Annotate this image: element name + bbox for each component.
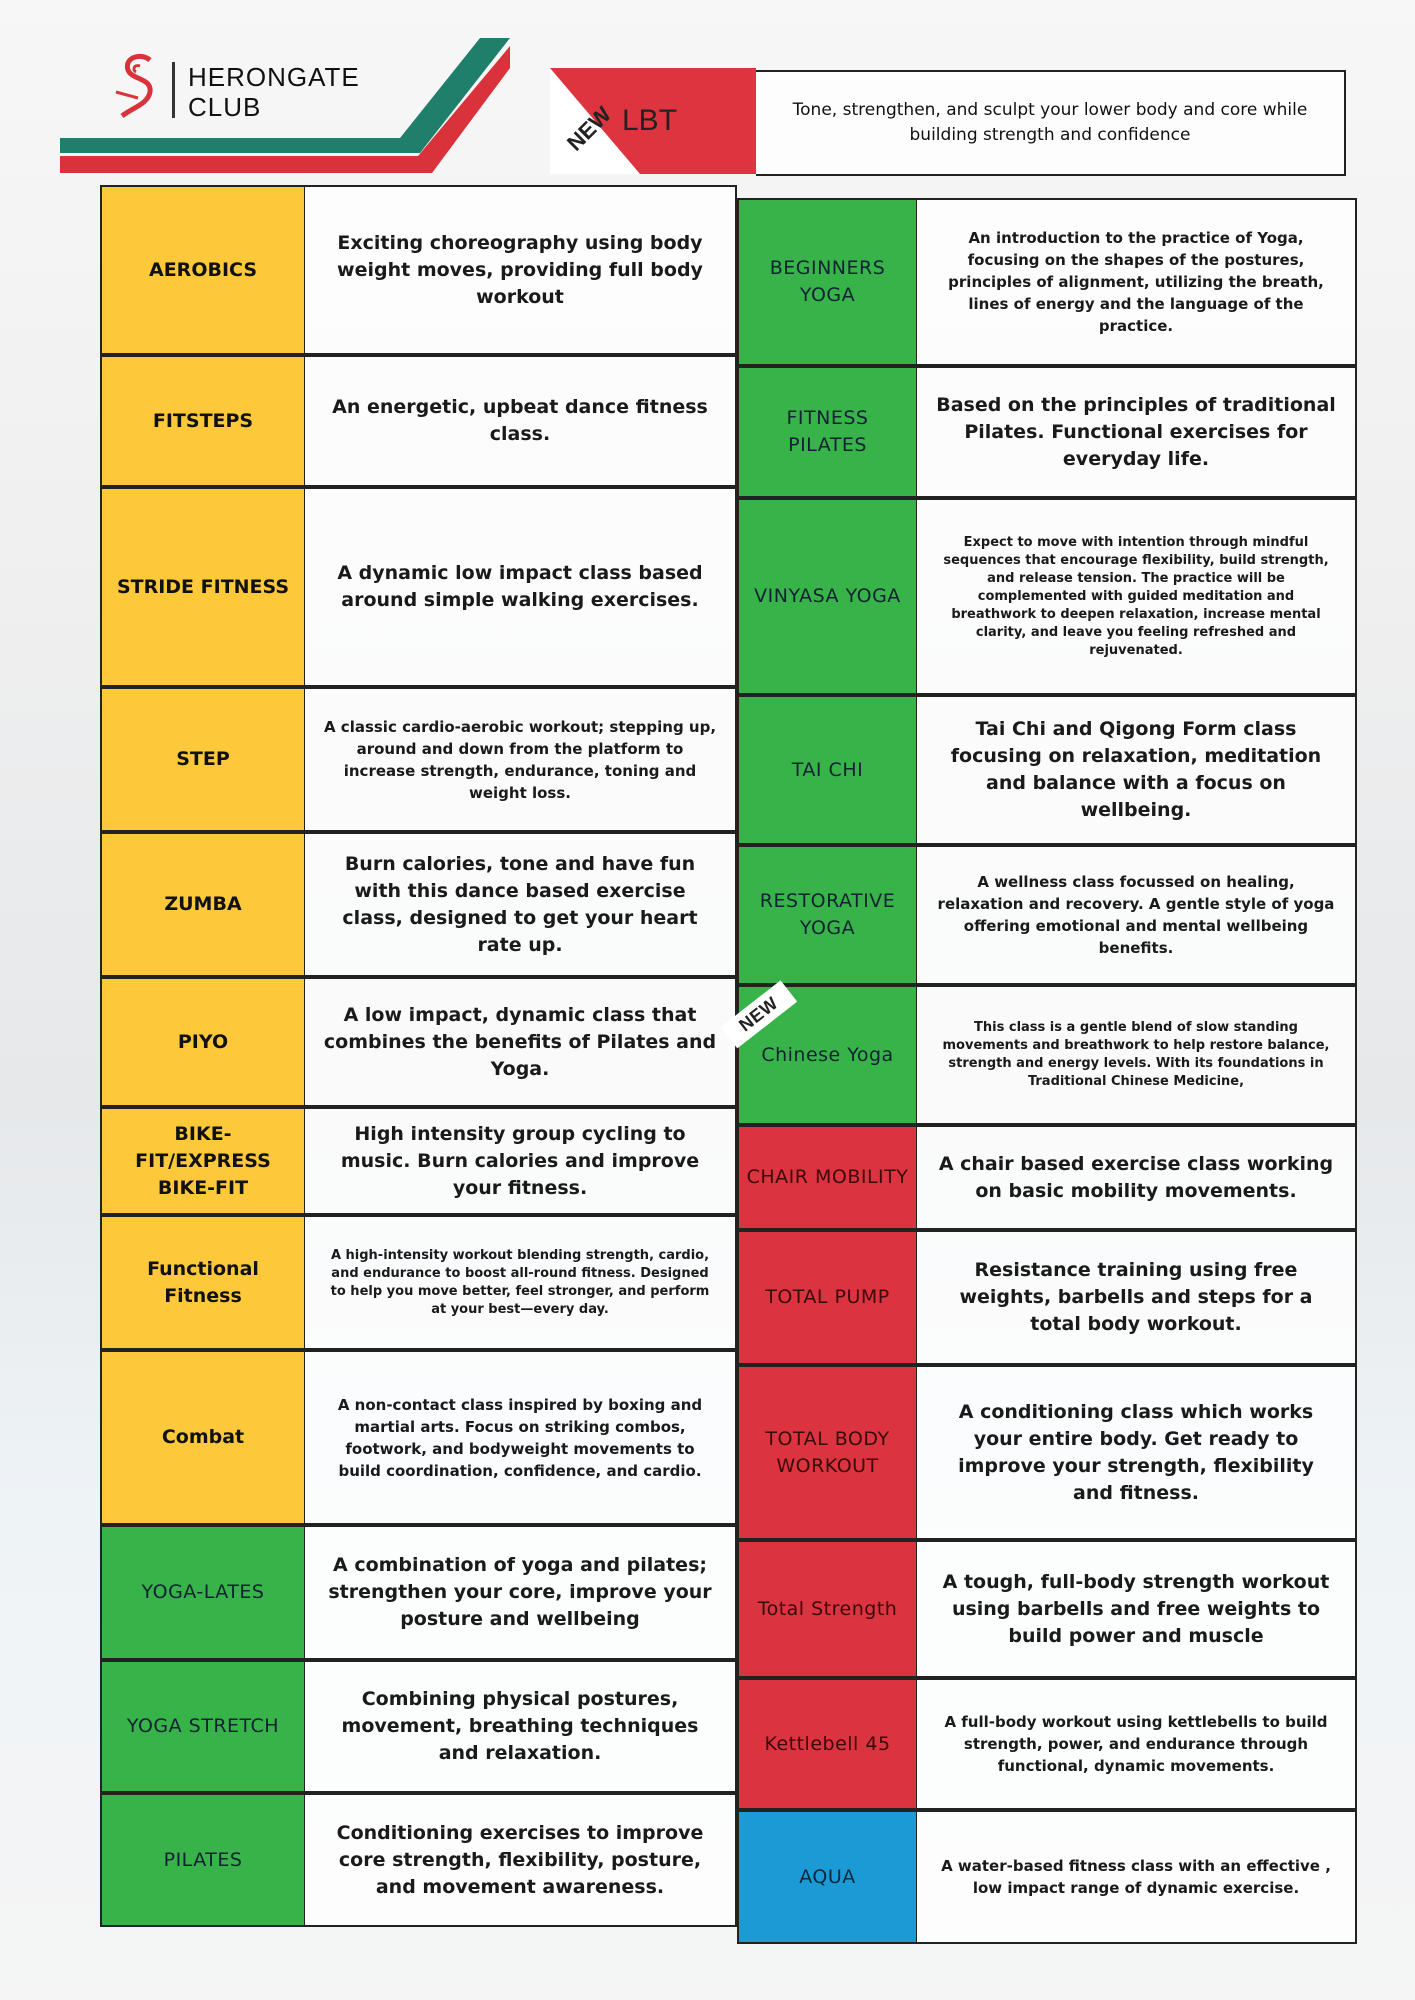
class-description: High intensity group cycling to music. Burn calories and improve your fitness.: [305, 1107, 737, 1215]
class-name: FITNESS PILATES: [737, 366, 917, 498]
class-name: Chinese Yoga NEW: [737, 985, 917, 1125]
class-name: AQUA: [737, 1810, 917, 1944]
class-row: [737, 1810, 1357, 1944]
class-row: [100, 1793, 737, 1927]
class-description: Expect to move with intention through mindful sequences that encourage flexibility, build strength, and release tension. The practice will be complemented with guided meditation and breathwork to deepen relaxation, increase mental clarity, and leave you feeling refreshed and rejuvenated.: [917, 498, 1357, 695]
class-row: [737, 498, 1357, 695]
class-row: [737, 985, 1357, 1125]
class-name: FITSTEPS: [100, 355, 305, 487]
class-description: A tough, full-body strength workout using barbells and free weights to build power and muscle: [917, 1540, 1357, 1678]
class-description: An energetic, upbeat dance fitness class.: [305, 355, 737, 487]
class-description: A high-intensity workout blending strength, cardio, and endurance to boost all-round fitness. Designed to help you move better, feel stronger, and perform at your best—every day.: [305, 1215, 737, 1350]
class-name: ZUMBA: [100, 832, 305, 977]
class-description: Tai Chi and Qigong Form class focusing on relaxation, meditation and balance with a focus on wellbeing.: [917, 695, 1357, 845]
class-description: Exciting choreography using body weight moves, providing full body workout: [305, 185, 737, 355]
class-row: [100, 1107, 737, 1215]
class-name: TOTAL PUMP: [737, 1230, 917, 1365]
lbt-description: Tone, strengthen, and sculpt your lower body and core while building strength and confidence: [756, 70, 1346, 176]
class-row: [100, 1660, 737, 1793]
class-name: CHAIR MOBILITY: [737, 1125, 917, 1230]
class-description: A combination of yoga and pilates; strengthen your core, improve your posture and wellbeing: [305, 1525, 737, 1660]
club-name-line1: HERONGATE: [188, 62, 360, 92]
class-row: [100, 487, 737, 687]
class-row: [737, 198, 1357, 366]
class-description: A low impact, dynamic class that combines the benefits of Pilates and Yoga.: [305, 977, 737, 1107]
class-description: Resistance training using free weights, barbells and steps for a total body workout.: [917, 1230, 1357, 1365]
class-description: Conditioning exercises to improve core strength, flexibility, posture, and movement awareness.: [305, 1793, 737, 1927]
class-row: [737, 1540, 1357, 1678]
class-name: STRIDE FITNESS: [100, 487, 305, 687]
class-description: A wellness class focussed on healing, relaxation and recovery. A gentle style of yoga offering emotional and mental wellbeing benefits.: [917, 845, 1357, 985]
class-description: A water-based fitness class with an effective , low impact range of dynamic exercise.: [917, 1810, 1357, 1944]
class-description: A classic cardio-aerobic workout; stepping up, around and down from the platform to increase strength, endurance, toning and weight loss.: [305, 687, 737, 832]
class-row: [737, 1678, 1357, 1810]
class-name: VINYASA YOGA: [737, 498, 917, 695]
class-row: [100, 1525, 737, 1660]
class-name: Total Strength: [737, 1540, 917, 1678]
class-row: [737, 1365, 1357, 1540]
class-row: [737, 1230, 1357, 1365]
class-row: [737, 1125, 1357, 1230]
class-name: YOGA-LATES: [100, 1525, 305, 1660]
class-row: [100, 977, 737, 1107]
new-badge: NEW: [721, 981, 797, 1049]
lbt-panel: [550, 68, 756, 174]
class-description: Combining physical postures, movement, breathing techniques and relaxation.: [305, 1660, 737, 1793]
class-description: A non-contact class inspired by boxing and martial arts. Focus on striking combos, footwork, and bodyweight movements to build coordination, confidence, and cardio.: [305, 1350, 737, 1525]
class-row: [737, 366, 1357, 498]
class-name: TOTAL BODY WORKOUT: [737, 1365, 917, 1540]
class-name: PIYO: [100, 977, 305, 1107]
class-name: Combat: [100, 1350, 305, 1525]
new-badge: NEW: [562, 101, 616, 156]
class-name: RESTORATIVE YOGA: [737, 845, 917, 985]
lbt-title: LBT: [622, 104, 678, 137]
class-description: An introduction to the practice of Yoga, focusing on the shapes of the postures, principles of alignment, utilizing the breath, lines of energy and the language of the practice.: [917, 198, 1357, 366]
club-name-line2: CLUB: [188, 92, 262, 122]
heron-logo-icon: [110, 52, 170, 122]
class-name: TAI CHI: [737, 695, 917, 845]
class-description: A chair based exercise class working on basic mobility movements.: [917, 1125, 1357, 1230]
class-name: AEROBICS: [100, 185, 305, 355]
logo-divider: [172, 62, 175, 118]
class-row: [100, 687, 737, 832]
class-description: A conditioning class which works your entire body. Get ready to improve your strength, flexibility and fitness.: [917, 1365, 1357, 1540]
class-name: Functional Fitness: [100, 1215, 305, 1350]
class-description: Burn calories, tone and have fun with this dance based exercise class, designed to get your heart rate up.: [305, 832, 737, 977]
club-name: [188, 62, 360, 122]
class-description: This class is a gentle blend of slow standing movements and breathwork to help restore balance, strength and energy levels. With its foundations in Traditional Chinese Medicine,: [917, 985, 1357, 1125]
class-row: [100, 355, 737, 487]
class-name: YOGA STRETCH: [100, 1660, 305, 1793]
class-row: [737, 695, 1357, 845]
class-row: [100, 1350, 737, 1525]
class-description: A full-body workout using kettlebells to build strength, power, and endurance through functional, dynamic movements.: [917, 1678, 1357, 1810]
class-description: A dynamic low impact class based around simple walking exercises.: [305, 487, 737, 687]
class-description: Based on the principles of traditional Pilates. Functional exercises for everyday life.: [917, 366, 1357, 498]
class-name: STEP: [100, 687, 305, 832]
class-row: [100, 1215, 737, 1350]
class-name: BIKE-FIT/EXPRESS BIKE-FIT: [100, 1107, 305, 1215]
class-name: Kettlebell 45: [737, 1678, 917, 1810]
class-row: [100, 185, 737, 355]
class-row: [100, 832, 737, 977]
class-row: [737, 845, 1357, 985]
class-name: PILATES: [100, 1793, 305, 1927]
class-name: BEGINNERS YOGA: [737, 198, 917, 366]
